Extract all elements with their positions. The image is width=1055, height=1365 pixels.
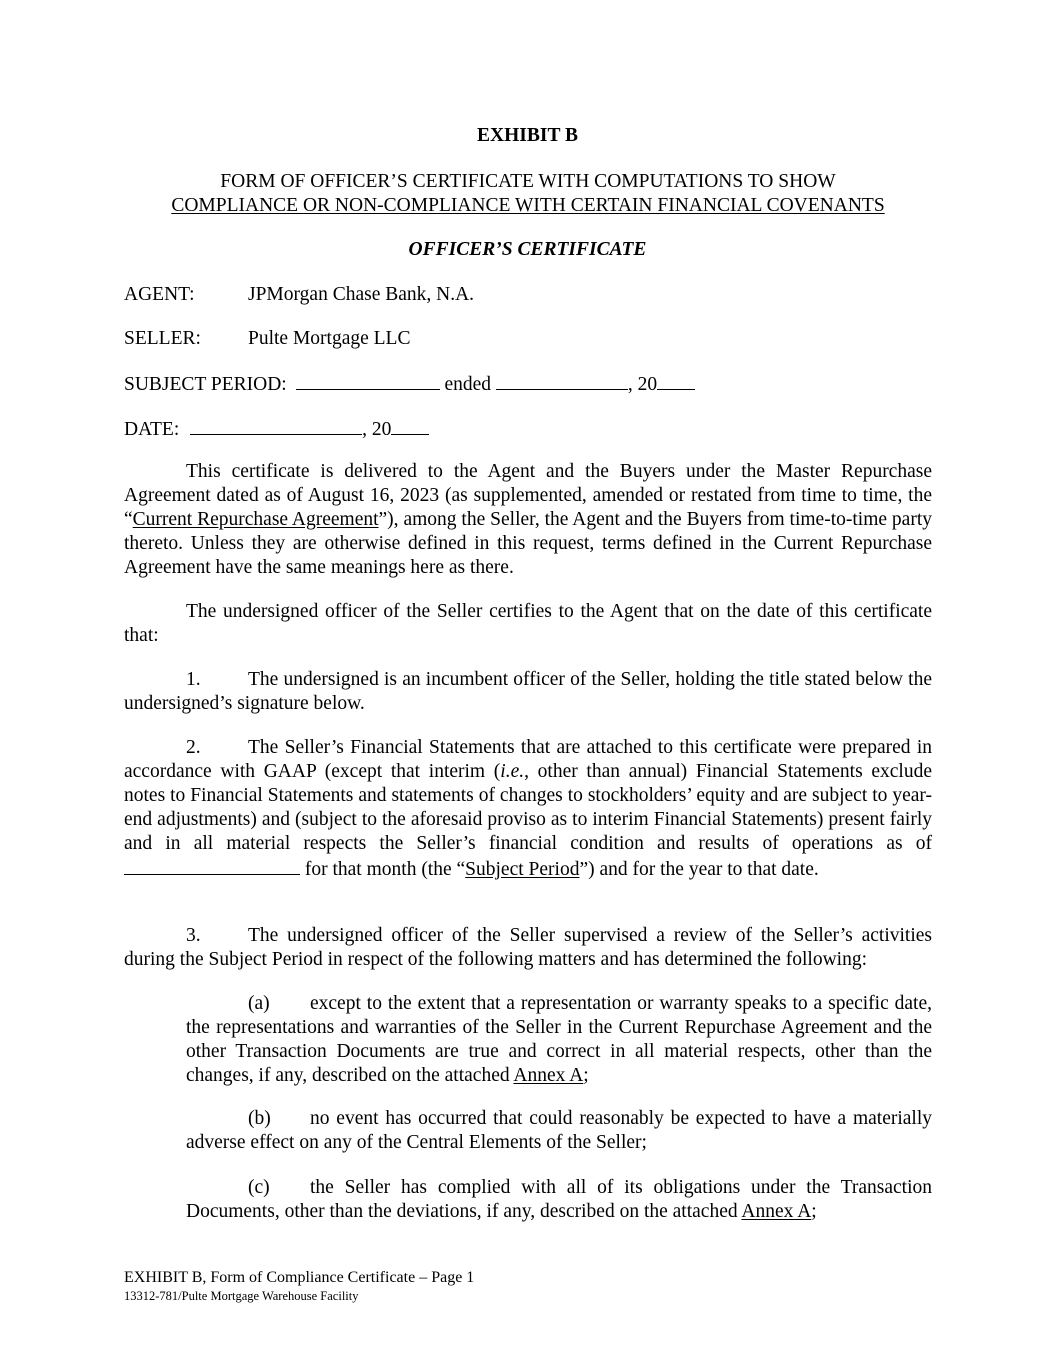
seller-field xyxy=(124,327,410,351)
agent-field xyxy=(124,283,474,307)
date-label: DATE: xyxy=(124,419,180,440)
item-3b-label: (b) xyxy=(248,1108,271,1129)
annex-a-reference: Annex A xyxy=(741,1201,812,1222)
item-3c-label: (c) xyxy=(248,1177,270,1198)
item-3: 3. The undersigned officer of the Seller supervised a review of the Seller’s activities during the Subject Period in respect of the following matters and has determined the following: xyxy=(124,925,932,970)
subtitle-line-2: COMPLIANCE OR NON-COMPLIANCE WITH CERTAIN FINANCIAL COVENANTS xyxy=(171,195,885,216)
form-subtitle xyxy=(124,170,932,218)
item-1: 1. The undersigned is an incumbent officer of the Seller, holding the title stated below the undersigned’s signature below. xyxy=(124,669,932,714)
subject-period-label: SUBJECT PERIOD: xyxy=(124,374,287,395)
as-of-date-blank xyxy=(124,856,300,875)
subject-year-prefix: , 20 xyxy=(627,374,658,395)
intro-paragraph: This certificate is delivered to the Agent and the Buyers under the Master Repurchase Agreement dated as of August 16, 2023 (as supplemented, amended or restated from time to time, the “Current Repurchase Agreement”), among the Seller, the Agent and the Buyers from time-to-time party thereto. Unless they are otherwise defined in this request, terms defined in the Current Repurchase Agreement have the same meanings here as there. xyxy=(124,461,932,578)
item-2: 2. The Seller’s Financial Statements that are attached to this certificate were prepared in accordance with GAAP (except that interim (i.e., other than annual) Financial Statements exclude notes to Financial Statements and statements of changes to stockholders’ equity and are subject to year-end adjustments) and (subject to the aforesaid proviso as to interim Financial Statements) present fairly and in all material respects the Seller’s financial condition and results of operations as of for that month (the “Subject Period”) and for the year to that date. xyxy=(124,737,932,880)
agent-label: AGENT: xyxy=(124,284,195,305)
item-3a: (a) except to the extent that a representation or warranty speaks to a specific date, the representations and warranties of the Seller in the Current Repurchase Agreement and the other Transaction Documents are true and correct in all material respects, other than the changes, if any, described on the attached Annex A; xyxy=(186,993,932,1086)
footer-doc-id: 13312-781/Pulte Mortgage Warehouse Facility xyxy=(124,1289,359,1303)
date-field xyxy=(124,416,429,442)
item-3-number: 3. xyxy=(186,925,201,946)
defined-term-subject-period: Subject Period xyxy=(465,859,580,880)
subject-period-blank xyxy=(296,371,440,390)
footer-page-label: EXHIBIT B, Form of Compliance Certificate – Page 1 xyxy=(124,1269,475,1286)
subject-year-blank xyxy=(657,371,695,390)
exhibit-title: EXHIBIT B xyxy=(477,125,578,146)
seller-value: Pulte Mortgage LLC xyxy=(248,328,411,349)
certifies-paragraph: The undersigned officer of the Seller certifies to the Agent that on the date of this certificate that: xyxy=(124,601,932,646)
date-blank xyxy=(190,416,362,435)
seller-label: SELLER: xyxy=(124,328,201,349)
item-3c: (c) the Seller has complied with all of its obligations under the Transaction Documents, other than the deviations, if any, described on the attached Annex A; xyxy=(186,1177,932,1222)
date-year-prefix: , 20 xyxy=(362,419,392,440)
subtitle-line-1: FORM OF OFFICER’S CERTIFICATE WITH COMPUTATIONS TO SHOW xyxy=(220,171,836,192)
item-3a-label: (a) xyxy=(248,993,270,1014)
ended-blank xyxy=(496,371,628,390)
certificate-title: OFFICER’S CERTIFICATE xyxy=(408,239,647,260)
agent-value: JPMorgan Chase Bank, N.A. xyxy=(248,284,475,305)
annex-a-reference: Annex A xyxy=(513,1065,584,1086)
defined-term-current-repurchase-agreement: Current Repurchase Agreement xyxy=(132,509,379,530)
item-2-number: 2. xyxy=(186,737,201,758)
ended-text: ended xyxy=(444,374,492,395)
subject-period-field xyxy=(124,371,695,397)
item-1-number: 1. xyxy=(186,669,201,690)
date-year-blank xyxy=(391,416,429,435)
item-3b: (b) no event has occurred that could reasonably be expected to have a materially adverse effect on any of the Central Elements of the Seller; xyxy=(186,1108,932,1153)
